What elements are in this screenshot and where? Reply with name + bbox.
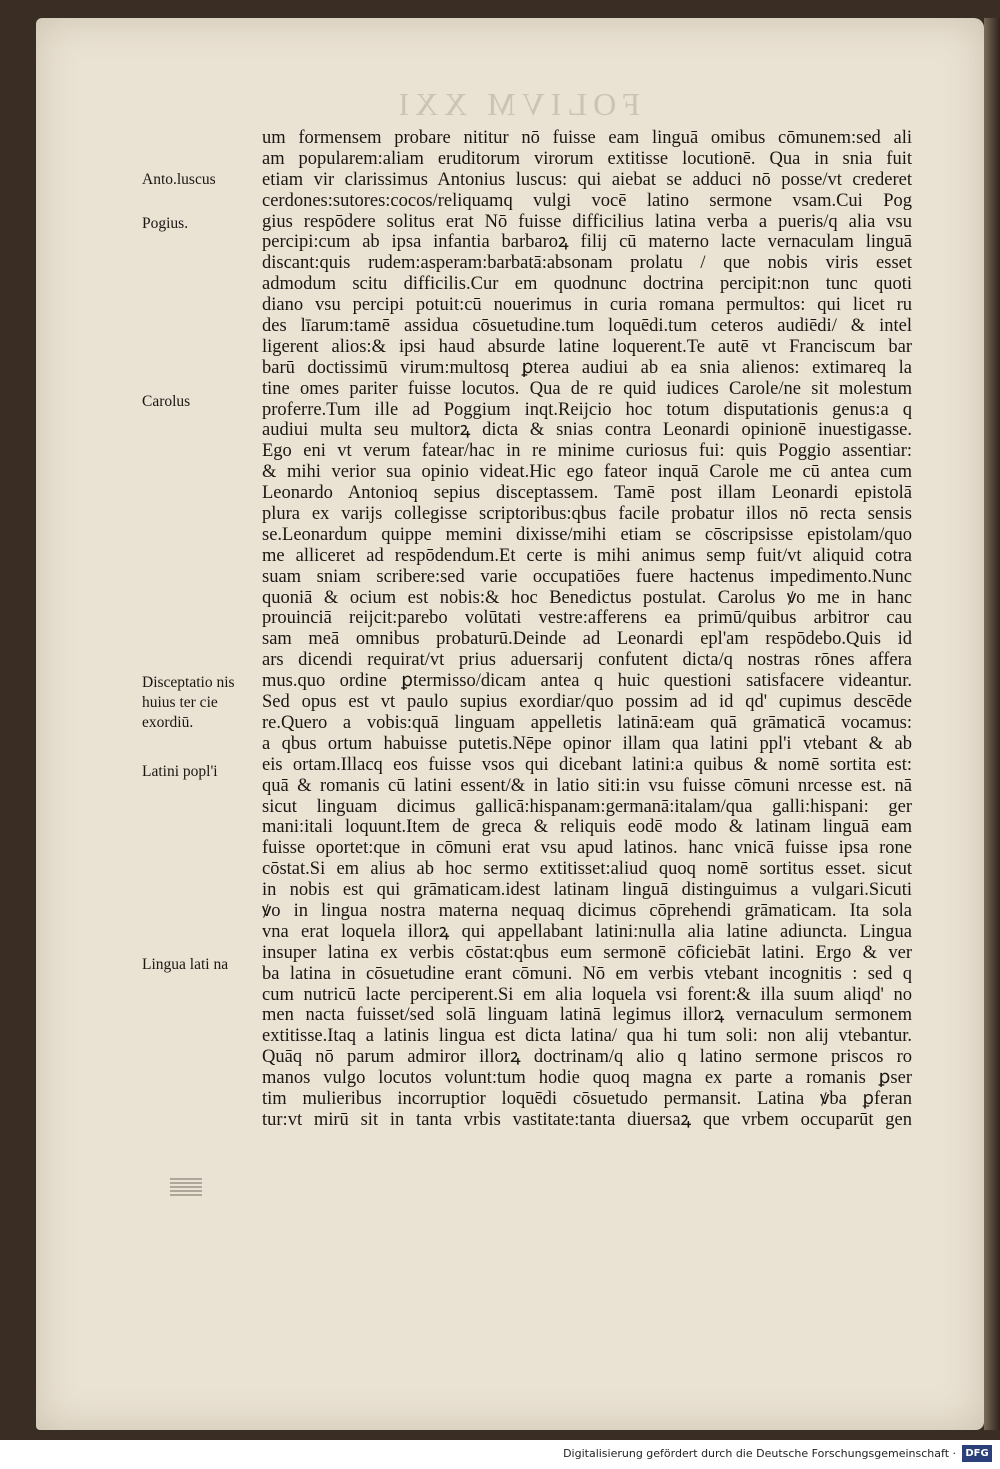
text-line: audiui multa seu multorꝝ dicta & snias contra Leonardi opinionē inuestigasse. <box>262 420 912 441</box>
text-line: se.Leonardum quippe memini dixisse/mihi etiam se cōscripsisse epistolam/quo <box>262 524 912 545</box>
bleed-through-margin <box>168 330 258 390</box>
text-line: quā & romanis cū latini essent/& in latio siti:in vsu fuisse cōmuni nrcesse est. nā <box>262 775 912 796</box>
text-line: percipi:cum ab ipsa infantia barbaroꝝ filij cū materno lacte vernaculam linguā <box>262 232 912 253</box>
text-line: Ego eni vt verum fatear/hac in re minime curiosus fui: quis Poggio assentiar: <box>262 441 912 462</box>
text-line: suam sniam scribere:sed varie occupatiōes fuere hactenus impedimento.Nunc <box>262 566 912 587</box>
text-line: a qbus ortum habuisse putetis.Nēpe opinor illam qua latini ppl'i vtebant & ab <box>262 733 912 754</box>
digitization-credit: Digitalisierung gefördert durch die Deutsche Forschungsgemeinschaft · <box>563 1447 956 1460</box>
text-line: ꝟo in lingua nostra materna nequaq dicimus cōprehendi grāmaticam. Ita sola <box>262 900 912 921</box>
text-line: cōstat.Si em alius ab hoc sermo extitisset:aliud quoq nomē sortitus esset. sicut <box>262 859 912 880</box>
text-line: mus.quo ordine ꝑtermisso/dicam antea q huic questioni satisfacere videantur. <box>262 671 912 692</box>
text-line: am popularem:aliam eruditorum virorum extitisse locutionē. Qua in snia fuit <box>262 148 912 169</box>
margin-note-antonius: Anto.luscus <box>142 171 216 188</box>
text-line: tine omes pariter fuisse locutos. Qua de re quid iudices Carole/ne sit molestum <box>262 378 912 399</box>
text-line: Quāq nō parum admiror illorꝝ doctrinam/q alio q latino sermone priscos ro <box>262 1047 912 1068</box>
text-line: discant:quis rudem:asperam:barbatā:absonam prolatu / que nobis viris esset <box>262 253 912 274</box>
text-line: prouinciā reijcit:parebo volūtati vestre:afferens ea primū/quibus arbitror cau <box>262 608 912 629</box>
text-line: um formensem probare nititur nō fuisse eam linguā omibus cōmunem:sed ali <box>262 128 912 148</box>
text-line: fuisse oportet:que in cōmuni erat vsu apud latinos. hanc vnicā fuisse ipsa rone <box>262 838 912 859</box>
library-stamp <box>170 1176 202 1196</box>
text-line: eis ortam.Illacq eos fuisse vsos qui dicebant latini:a quibus & nomē sortita est: <box>262 754 912 775</box>
text-line: cum nutricū lacte perciperent.Si em alia loquela vsi forent:& illa suum aliqd' no <box>262 984 912 1005</box>
text-line: proferre.Tum ille ad Poggium inqt.Reijcio hoc totum disputationis genus:a q <box>262 399 912 420</box>
text-line: des līarum:tamē assidua cōsuetudine.tum loquēdi.tum ceteros audiēdi/ & intel <box>262 316 912 337</box>
text-line: extitisse.Itaq a latinis lingua est dicta latina/ qua hi tum soli: non alij vtebantur. <box>262 1026 912 1047</box>
margin-note-carolus: Carolus <box>142 393 191 410</box>
text-line: etiam vir clarissimus Antonius luscus: qui aiebat se adduci nō posse/vt crederet <box>262 169 912 190</box>
text-line: & mihi verior sua opinio videat.Hic ego fateor inquā Carole me cū antea cum <box>262 462 912 483</box>
text-line: ars dicendi requirat/vt prius aduersarij confutent dicta/q nostras rōnes affera <box>262 650 912 671</box>
text-line: in nobis est qui grāmaticam.idest latinam linguā distinguimus a vulgari.Sicuti <box>262 880 912 901</box>
text-line: Leonardo Antonioq sepius disceptassem. Tamē post illam Leonardi epistolā <box>262 483 912 504</box>
text-line: plura ex varijs collegisse scriptoribus:qbus facile probatur illos nō recta sensis <box>262 504 912 525</box>
dfg-logo: DFG <box>962 1445 992 1462</box>
text-line: mani:itali loquunt.Item de greca & reliquis eodē modo & latinam linguā eam <box>262 817 912 838</box>
text-line: ligerent alios:& ipsi haud absurde latine loquerent.Te autē vt Franciscum bar <box>262 336 912 357</box>
footer-bar <box>0 1440 1000 1469</box>
text-line: tur:vt mirū sit in tanta vrbis vastitate:tanta diuersaꝝ que vrbem occuparūt gen <box>262 1109 912 1130</box>
text-line: sam meā omnibus probaturū.Deinde ad Leonardi epl'am respōdebo.Quis id <box>262 629 912 650</box>
margin-note-latini: Latini popl'i <box>142 763 218 780</box>
text-line: insuper latina ex verbis cōstat:qbus eum sermonē cōficiebāt latini. Ergo & ver <box>262 942 912 963</box>
main-text-block <box>262 128 912 1131</box>
text-line: vna erat loquela illorꝝ qui appellabant latini:nulla alia latine adiuncta. Lingua <box>262 921 912 942</box>
text-line: manos vulgo locutos volunt:tum hodie quoq magna ex parte a romanis ꝑser <box>262 1068 912 1089</box>
text-line: diano vsu percipi potuit:cū nouerimus in curia romana permultos: qui licet ru <box>262 295 912 316</box>
text-line: tim mulieribus incorruptior loquēdi cōsuetudo permansit. Latina ꝟba ꝑferan <box>262 1088 912 1109</box>
text-line: me alliceret ad respōdendum.Et certe is mihi animus semp fuit/vt aliquid cotra <box>262 545 912 566</box>
margin-note-pogius: Pogius. <box>142 215 189 232</box>
text-line: admodum scitu difficilis.Cur em quodnunc doctrina percipit:non tunc quoti <box>262 274 912 295</box>
bleed-through-header: FOLIVM XXI <box>392 86 640 122</box>
text-line: sicut linguam dicimus gallicā:hispanam:germanā:italam/qua galli:hispani: ger <box>262 796 912 817</box>
text-line: gius respōdere solitus erat Nō fuisse difficilius latina verba a pueris/q alia vsu <box>262 211 912 232</box>
text-line: ba latina in cōsuetudine erant cōmuni. Nō em verbis vtebant incognitis : sed q <box>262 963 912 984</box>
text-line: Sed opus est vt paulo supius exordiar/quo possim ad id qd' cupimus descēde <box>262 692 912 713</box>
text-line: re.Quero a vobis:quā linguam appelletis latinā:eam quā grāmaticā vocamus: <box>262 712 912 733</box>
text-line: barū doctissimū virum:multosq ꝑterea audiui ab ea snia alienos: extimareq la <box>262 357 912 378</box>
text-line: cerdones:sutores:cocos/reliquamq vulgi vocē latino sermone vsam.Cui Pog <box>262 190 912 211</box>
text-line: quoniā & ocium est nobis:& hoc Benedictus postulat. Carolus ꝟo me in hanc <box>262 587 912 608</box>
margin-note-disceptatio: Disceptatio nis huius ter cie exordiū. <box>142 674 235 731</box>
text-line: men nacta fuisset/sed solā linguam latinā legimus illorꝝ vernaculum sermonem <box>262 1005 912 1026</box>
margin-note-lingua: Lingua lati na <box>142 956 229 973</box>
book-edge <box>984 18 1000 1430</box>
